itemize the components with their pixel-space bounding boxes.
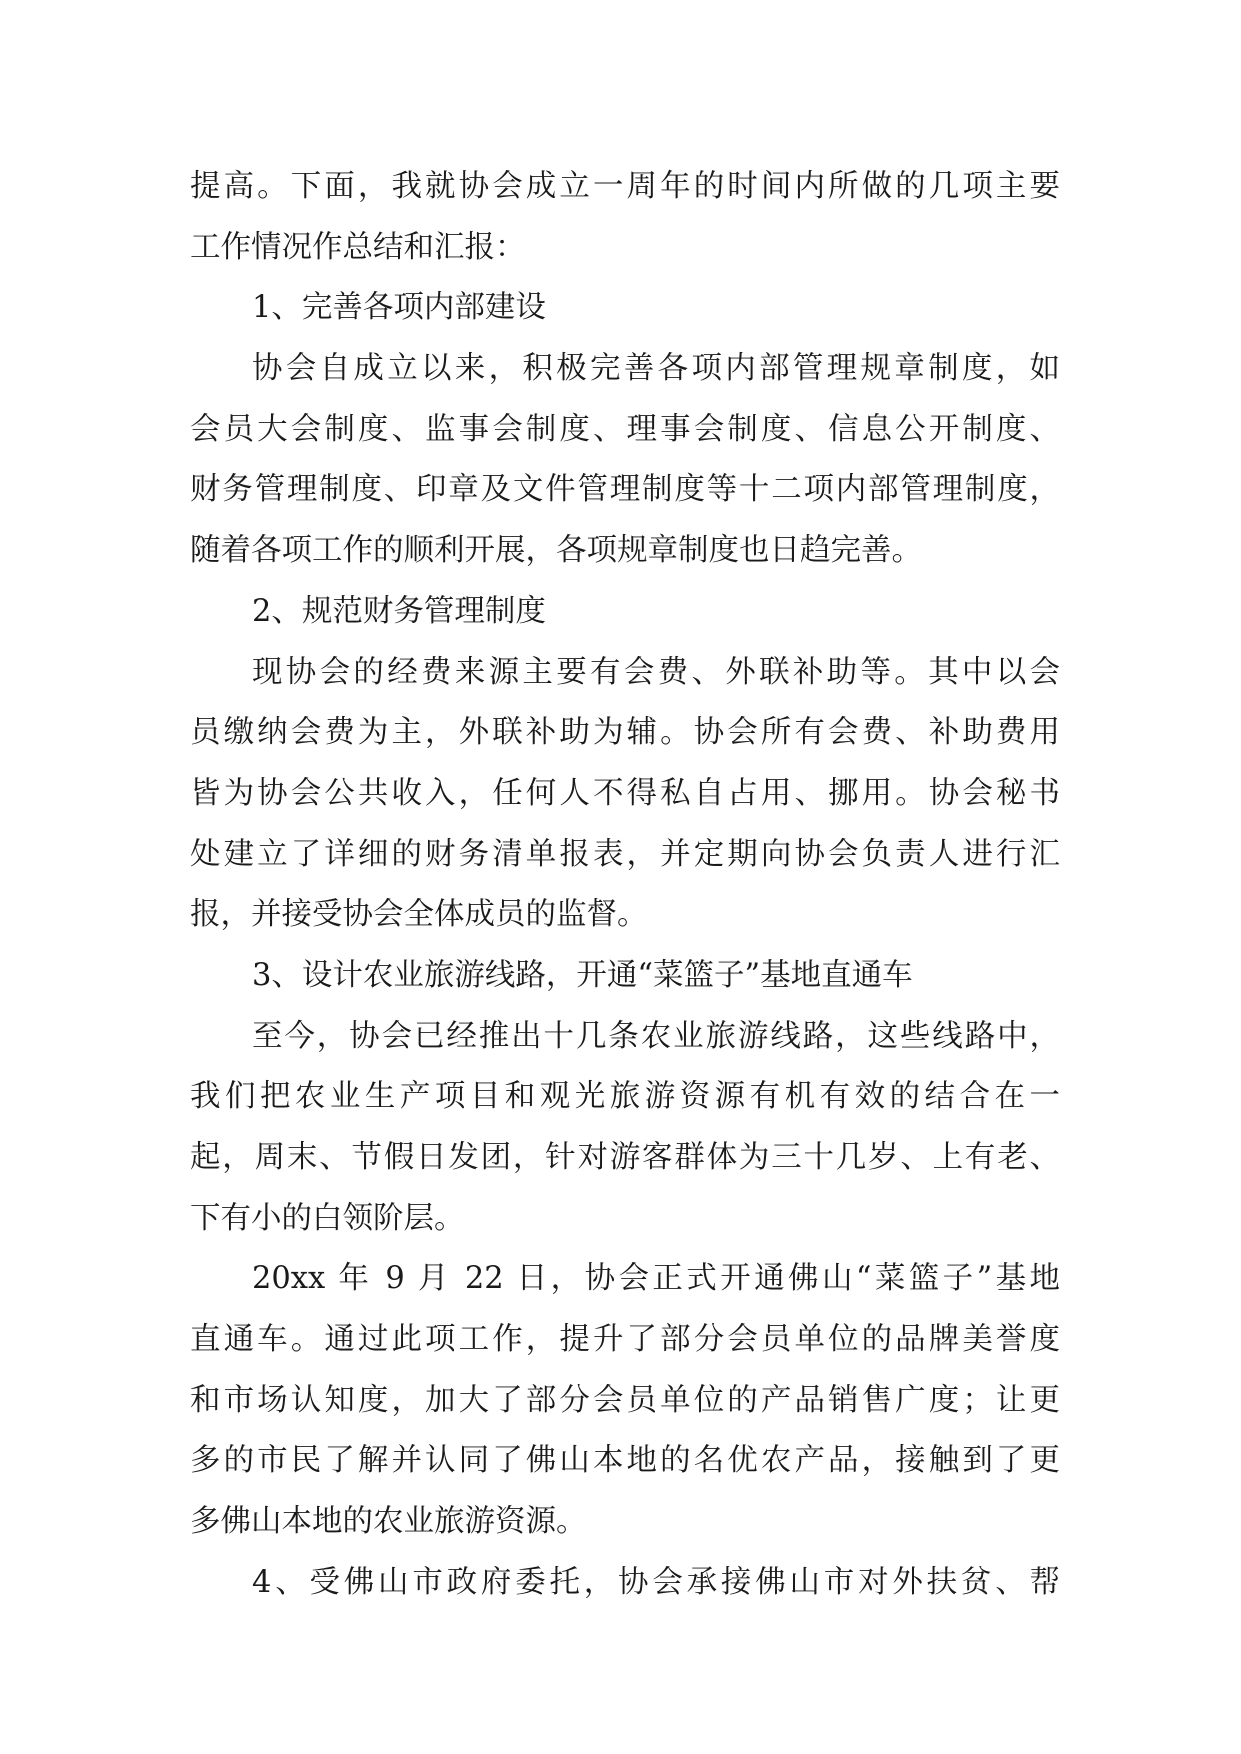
paragraph-line: 财务管理制度、印章及文件管理制度等十二项内部管理制度， [190,472,1060,508]
section-heading: 2、规范财务管理制度 [252,593,546,629]
paragraph-line: 直通车。通过此项工作，提升了部分会员单位的品牌美誉度 [190,1322,1060,1358]
paragraph-line: 处建立了详细的财务清单报表，并定期向协会负责人进行汇 [190,836,1060,872]
paragraph-line: 我们把农业生产项目和观光旅游资源有机有效的结合在一 [190,1079,1060,1115]
paragraph-line: 至今，协会已经推出十几条农业旅游线路，这些线路中， [252,1018,1060,1054]
paragraph-line: 和市场认知度，加大了部分会员单位的产品销售广度；让更 [190,1382,1060,1418]
paragraph-line: 20xx 年 9 月 22 日，协会正式开通佛山“菜篮子”基地 [252,1261,1060,1297]
paragraph-line: 员缴纳会费为主，外联补助为辅。协会所有会费、补助费用 [190,715,1060,751]
section-heading: 3、设计农业旅游线路，开通“菜篮子”基地直通车 [252,957,913,993]
paragraph-line: 会员大会制度、监事会制度、理事会制度、信息公开制度、 [190,411,1060,447]
paragraph-line: 多的市民了解并认同了佛山本地的名优农产品，接触到了更 [190,1443,1060,1479]
paragraph-line: 提高。下面，我就协会成立一周年的时间内所做的几项主要 [190,169,1060,204]
paragraph-line: 多佛山本地的农业旅游资源。 [190,1504,587,1540]
paragraph-line: 随着各项工作的顺利开展，各项规章制度也日趋完善。 [190,533,922,569]
paragraph-line: 起，周末、节假日发团，针对游客群体为三十几岁、上有老、 [190,1140,1060,1175]
section-heading: 1、完善各项内部建设 [252,290,546,326]
paragraph-line: 现协会的经费来源主要有会费、外联补助等。其中以会 [252,654,1060,690]
paragraph-line: 下有小的白领阶层。 [190,1200,465,1236]
paragraph-line: 报，并接受协会全体成员的监督。 [190,897,648,933]
paragraph-line: 协会自成立以来，积极完善各项内部管理规章制度，如 [252,351,1060,387]
paragraph-line: 工作情况作总结和汇报： [190,229,526,265]
document-body [190,157,1060,1614]
section-heading: 4、受佛山市政府委托，协会承接佛山市对外扶贫、帮 [252,1564,1060,1600]
paragraph-line: 皆为协会公共收入，任何人不得私自占用、挪用。协会秘书 [190,775,1060,811]
